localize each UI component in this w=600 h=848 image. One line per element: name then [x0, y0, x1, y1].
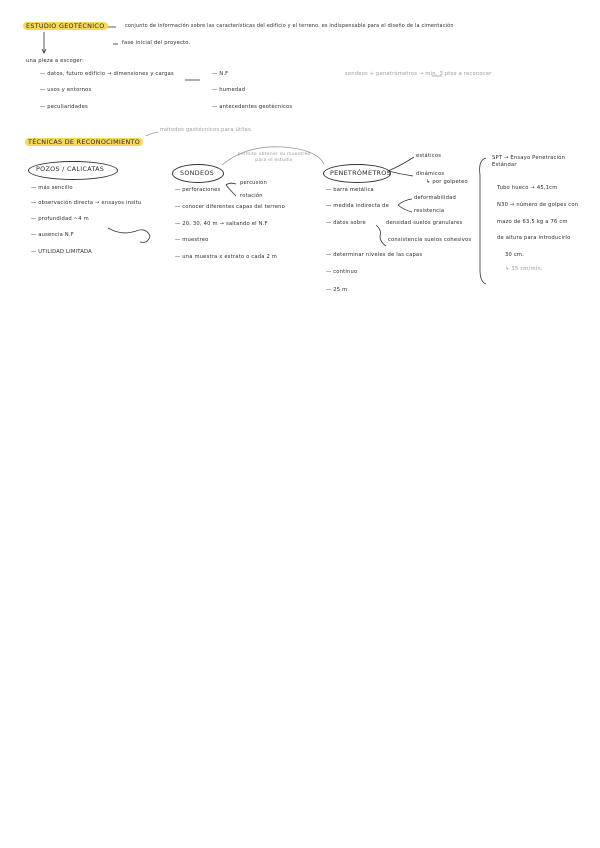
phase-text: fase inicial del proyecto.	[122, 40, 191, 46]
penetrometros-item: — continuo	[326, 269, 358, 275]
sondeos-sub: percusión	[240, 180, 268, 186]
step-item: — antecedentes geotécnicos	[212, 104, 293, 110]
penetrometros-type: dinámicos	[416, 171, 445, 177]
sondeos-item: — muestreo	[175, 237, 209, 243]
step-item: — peculiaridades	[40, 104, 88, 110]
pozos-item: — UTILIDAD LIMITADA	[31, 249, 92, 255]
sondeos-item: — perforaciones	[175, 187, 221, 193]
sondeos-sub: rotación	[240, 193, 263, 199]
techniques-title: TÉCNICAS DE RECONOCIMIENTO	[25, 138, 143, 146]
steps-heading: una pieza a escoger:	[26, 58, 84, 64]
penetrometros-item: — 25 m	[326, 287, 348, 293]
pozos-item: — más sencillo	[31, 185, 73, 191]
spt-line: ↳ 35 cm/mín.	[505, 266, 543, 272]
penetrometros-medida: resistencia	[414, 208, 445, 214]
spt-line: 30 cm.	[505, 252, 525, 258]
step-item: — humedad	[212, 87, 246, 93]
penetrometros-item: — medida indirecta de	[326, 203, 390, 209]
sondeos-item: — conocer diferentes capas del terreno	[175, 204, 285, 210]
spt-title: SPT → Ensayo Penetración Estándar	[492, 155, 566, 168]
sondeos-item: — una muestra x estrato o cada 2 m	[175, 254, 278, 260]
penetrometros-item: — datos sobre	[326, 220, 366, 226]
pozos-item: — ausencia N.F	[31, 232, 74, 238]
techniques-note: métodos geotécnicos para útiles.	[160, 127, 253, 133]
penetrometros-title: PENETRÓMETROS	[330, 169, 391, 177]
page-title: ESTUDIO GEOTÉCNICO	[23, 22, 108, 30]
pozos-title: POZOS / CALICATAS	[36, 165, 105, 173]
spt-line: de altura para introducirlo	[497, 235, 571, 241]
sondeos-title: SONDEOS	[180, 169, 215, 177]
penetrometros-medida: deformabilidad	[414, 195, 456, 201]
penetrometros-datos: consistencia suelos cohesivos	[388, 237, 472, 243]
pozos-item: — observación directa → ensayos insitu	[31, 200, 142, 206]
steps-note: sondeos + penetrómetros → min. 3 ptos a reconocer	[345, 71, 492, 77]
step-item: — datos, futuro edificio → dimensiones y cargas	[40, 71, 174, 77]
penetrometros-type: ↳ por golpeteo	[426, 179, 468, 185]
sondeos-item: — 20, 30, 40 m → saltando el N.F	[175, 221, 268, 227]
step-item: — usos y entornos	[40, 87, 92, 93]
penetrometros-type: estáticos	[416, 153, 442, 159]
penetrometros-item: — barra metálica	[326, 187, 374, 193]
penetrometros-item: — determinar niveles de las capas	[326, 252, 423, 258]
step-item: — N.F	[212, 71, 229, 77]
pozos-item: — profundidad ~4 m	[31, 216, 89, 222]
penetrometros-datos: densidad suelos granulares	[386, 220, 463, 226]
definition-text: conjunto de información sobre las características del edificio y el terreno. es indispensable para el diseño de la cimentación	[125, 23, 454, 29]
spt-line: Tubo hueco → 45,1cm	[497, 185, 558, 191]
spt-line: N30 → número de golpes con	[497, 202, 579, 208]
sondeos-note: permite obtener su muestreo para el estudio	[237, 152, 311, 163]
spt-line: mazo de 63,5 kg a 76 cm	[497, 219, 568, 225]
